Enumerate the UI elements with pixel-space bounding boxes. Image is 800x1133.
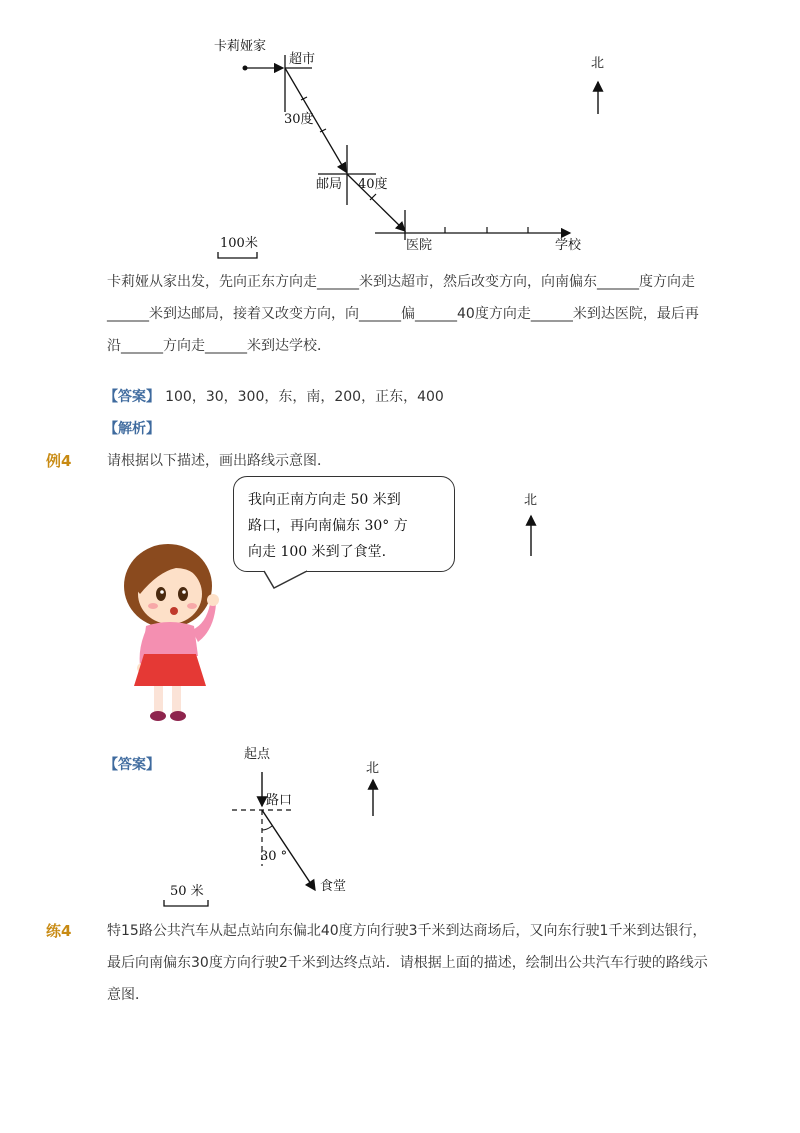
bubble-line-1: 我向正南方向走 50 米到 — [248, 492, 401, 508]
answer-tag: 【答案】 — [104, 389, 160, 405]
home-label: 卡莉娅家 — [214, 39, 267, 54]
angle-30-label: 30度 — [284, 112, 314, 127]
crossing-label: 路口 — [266, 793, 293, 808]
supermarket-label: 超市 — [289, 52, 316, 67]
example4-prompt: 请根据以下描述，画出路线示意图． — [107, 453, 331, 469]
angle-30-label: 30 ° — [260, 849, 288, 864]
scale-label: 50 米 — [170, 884, 204, 899]
bubble-line-3: 向走 100 米到了食堂. — [248, 544, 387, 560]
practice4-line3: 意图． — [107, 987, 149, 1003]
problem1-line1: 卡莉娅从家出发，先向正东方向走______米到达超市，然后改变方向，向南偏东______度方向走 — [107, 274, 695, 290]
north-label: 北 — [366, 761, 380, 776]
hospital-label: 医院 — [406, 238, 433, 253]
practice4-line2: 最后向南偏东30度方向行驶2千米到达终点站．请根据上面的描述，绘制出公共汽车行驶的路线示 — [107, 955, 708, 971]
scale-label: 100米 — [220, 236, 258, 251]
post-office-label: 邮局 — [316, 177, 343, 192]
angle-40-label: 40度 — [358, 177, 388, 192]
problem1-line2: ______米到达邮局，接着又改变方向，向______偏______40度方向走______米到达医院，最后再 — [107, 306, 699, 322]
scale-bar — [218, 252, 257, 258]
answer-text: 100，30，300，东，南，200，正东，400 — [165, 389, 444, 405]
example4-tag: 例4 — [46, 452, 72, 470]
north-label: 北 — [591, 56, 605, 71]
practice4-line1: 特15路公共汽车从起点站向东偏北40度方向行驶3千米到达商场后，又向东行驶1千米到达银行， — [107, 923, 707, 939]
route-map-1 — [200, 30, 620, 260]
north-arrow-icon — [518, 488, 548, 560]
girl-illustration — [118, 538, 228, 724]
problem1-line3: 沿______方向走______米到达学校． — [107, 338, 331, 354]
north-label: 北 — [524, 493, 538, 508]
answer-row-1 — [104, 386, 444, 406]
canteen-label: 食堂 — [320, 879, 347, 894]
bubble-line-2: 路口，再向南偏东 30° 方 — [248, 518, 408, 534]
speech-bubble — [233, 476, 455, 572]
analysis-tag: 【解析】 — [104, 421, 160, 437]
start-label: 起点 — [244, 747, 271, 762]
school-label: 学校 — [555, 238, 582, 253]
route-map-2 — [150, 738, 410, 908]
scale-bar — [164, 900, 208, 906]
answer-tag-2: 【答案】 — [104, 757, 160, 773]
practice4-tag: 练4 — [46, 922, 72, 940]
bubble-tail — [262, 566, 322, 596]
